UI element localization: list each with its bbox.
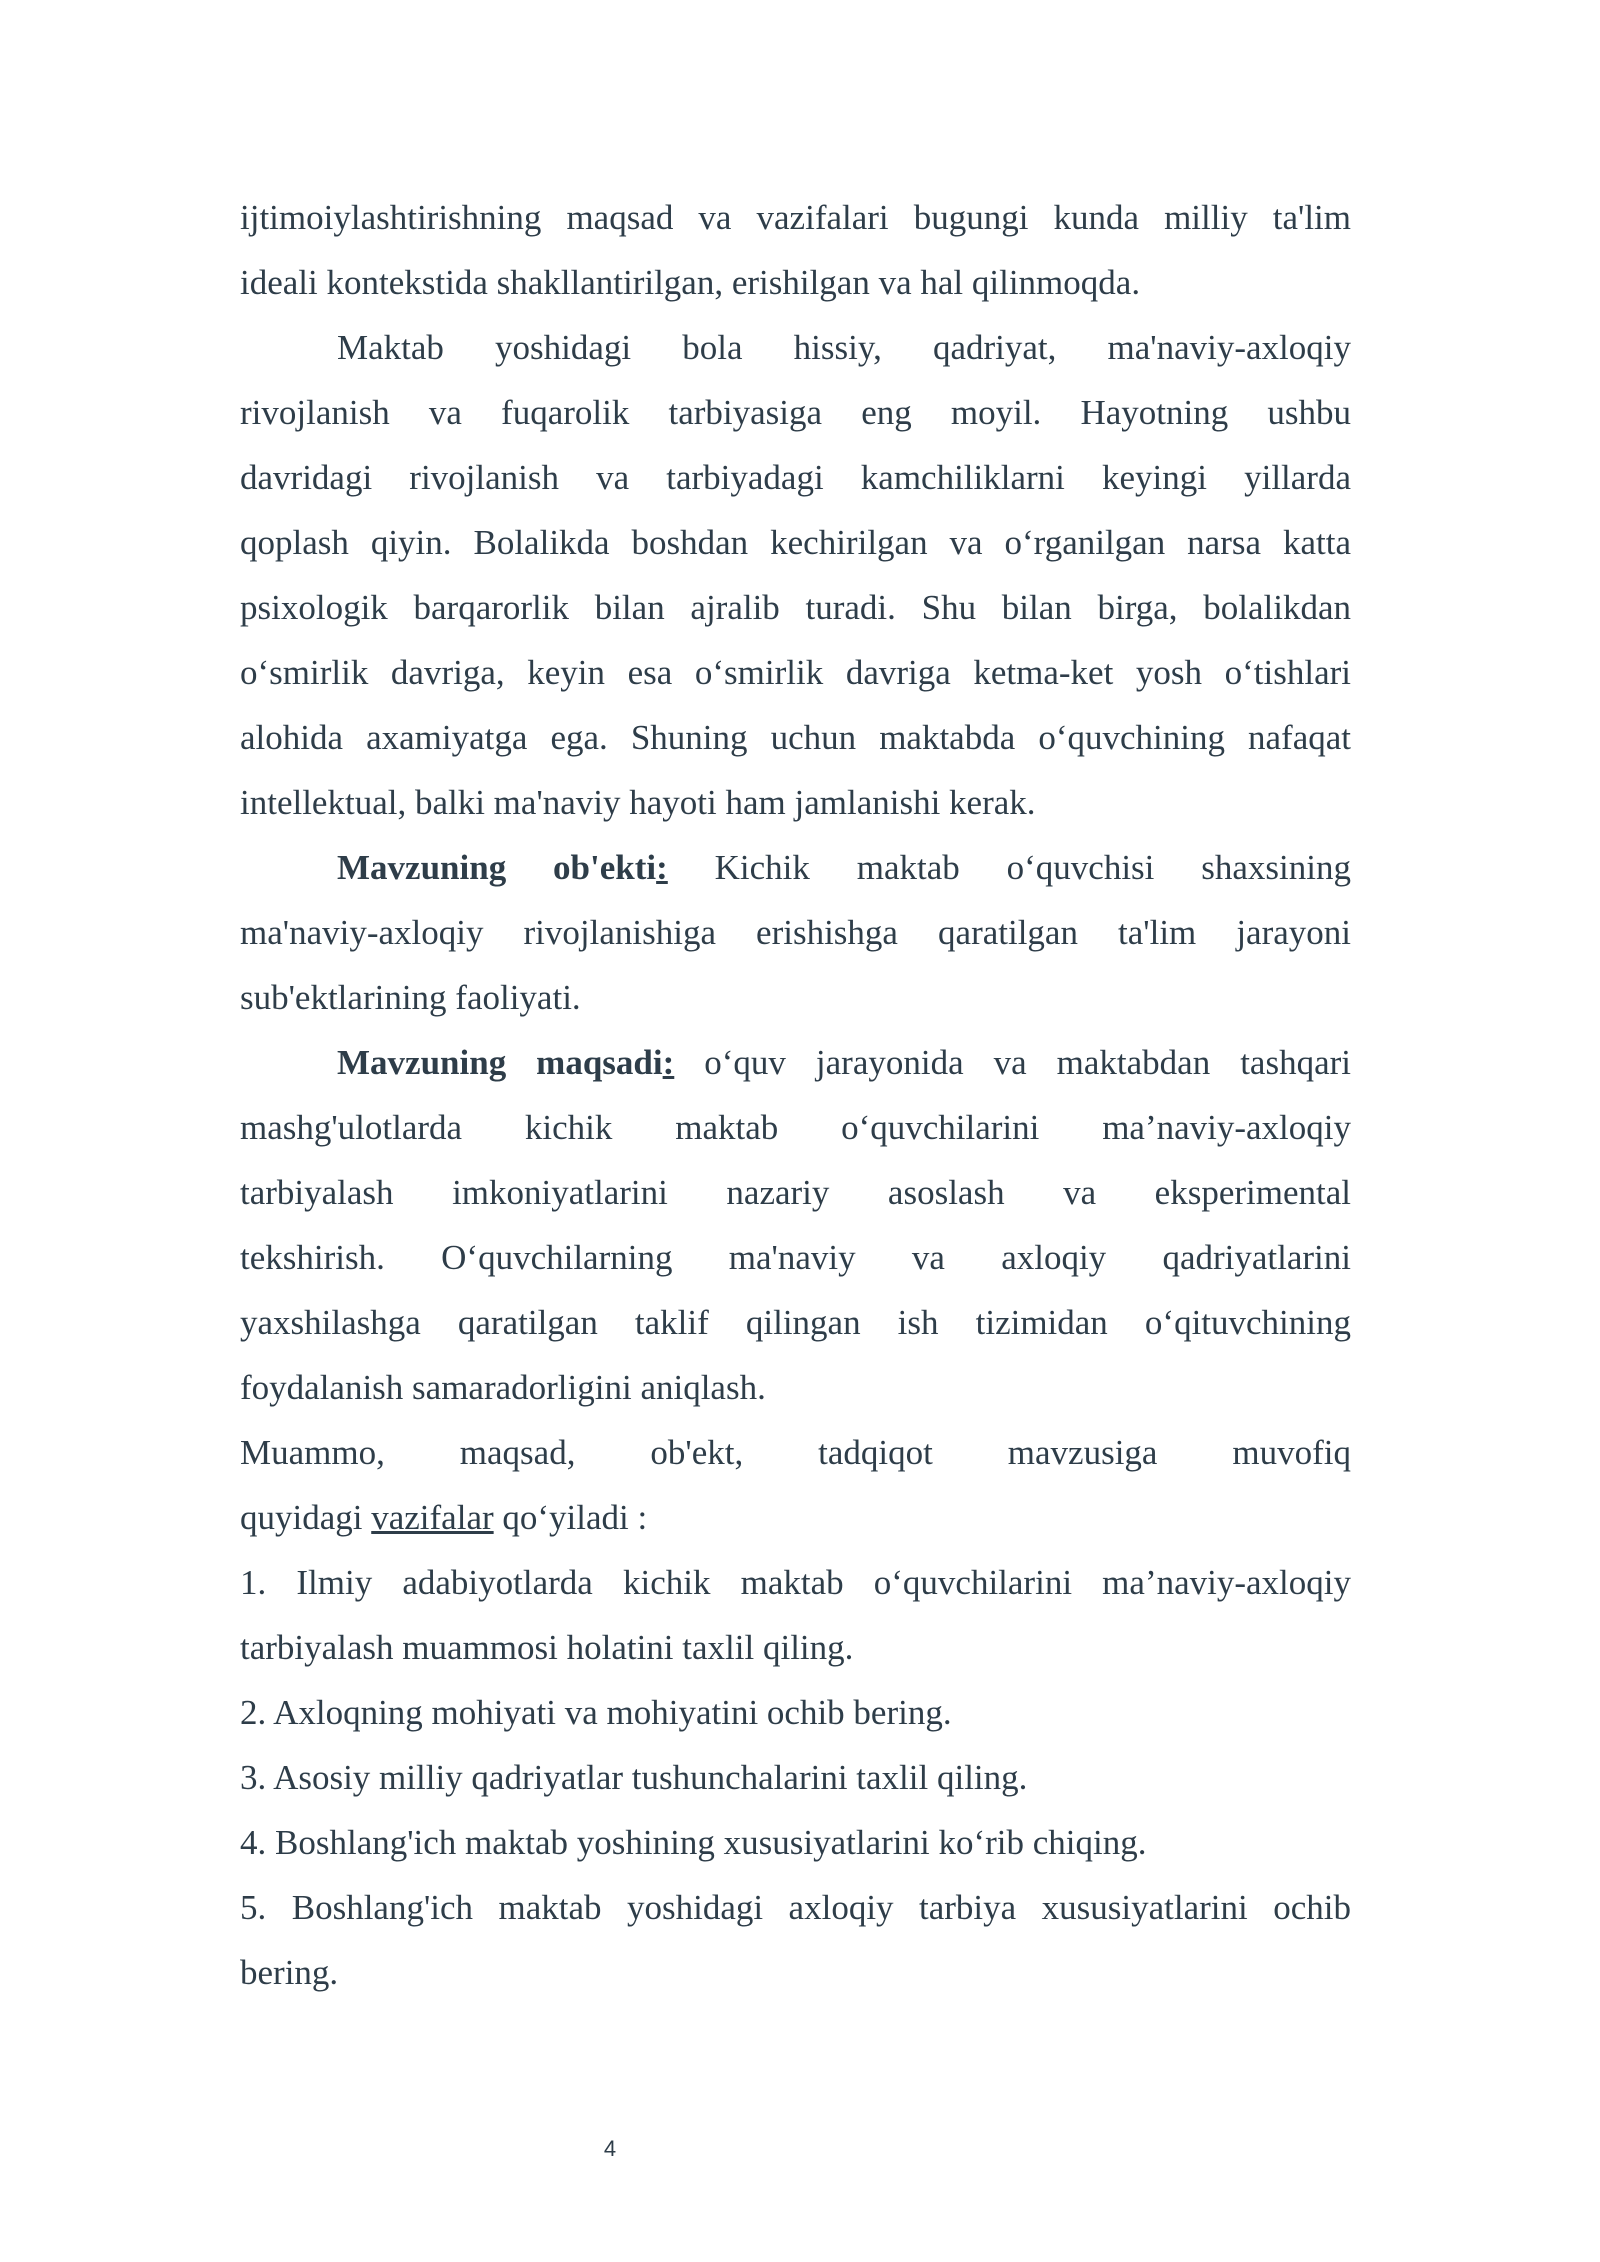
school-age-line: intellektual, balki ma'naviy hayoti ham jamlanishi kerak.	[240, 783, 1036, 822]
object-line	[240, 835, 1351, 900]
object-colon: :	[656, 848, 668, 887]
goal-line: mashg'ulotlarda kichik maktab o‘quvchilarini ma’naviy-axloqiy	[240, 1108, 1351, 1147]
task-item-2: 2. Axloqning mohiyati va mohiyatini ochib bering.	[240, 1693, 952, 1732]
tasks-intro-line: Muammo, maqsad, ob'ekt, tadqiqot mavzusiga muvofiq	[240, 1433, 1351, 1472]
object-heading: Mavzuning ob'ekti	[337, 848, 657, 887]
school-age-line: o‘smirlik davriga, keyin esa o‘smirlik davriga ketma-ket yosh o‘tishlari	[240, 653, 1351, 692]
goal-text: o‘quv jarayonida va maktabdan tashqari	[674, 1043, 1351, 1082]
tasks-intro-line	[240, 1485, 1351, 1550]
goal-line	[240, 1030, 1351, 1095]
school-age-line: rivojlanish va fuqarolik tarbiyasiga eng moyil. Hayotning ushbu	[240, 393, 1351, 432]
tasks-keyword: vazifalar	[371, 1498, 494, 1537]
school-age-line: qoplash qiyin. Bolalikda boshdan kechirilgan va o‘rganilgan narsa katta	[240, 523, 1351, 562]
school-age-line: davridagi rivojlanish va tarbiyadagi kamchiliklarni keyingi yillarda	[240, 458, 1351, 497]
school-age-line: Maktab yoshidagi bola hissiy, qadriyat, ma'naviy-axloqiy	[337, 328, 1351, 367]
task-item-1: 1. Ilmiy adabiyotlarda kichik maktab o‘quvchilarini ma’naviy-axloqiy	[240, 1563, 1351, 1602]
task-item-4: 4. Boshlang'ich maktab yoshining xususiyatlarini ko‘rib chiqing.	[240, 1823, 1147, 1862]
goal-heading: Mavzuning maqsadi	[337, 1043, 663, 1082]
task-item-1: tarbiyalash muammosi holatini taxlil qiling.	[240, 1628, 854, 1667]
task-item-5: 5. Boshlang'ich maktab yoshidagi axloqiy tarbiya xususiyatlarini ochib	[240, 1888, 1351, 1927]
object-line: sub'ektlarining faoliyati.	[240, 978, 581, 1017]
task-item-3: 3. Asosiy milliy qadriyatlar tushunchalarini taxlil qiling.	[240, 1758, 1028, 1797]
object-line: ma'naviy-axloqiy rivojlanishiga erishishga qaratilgan ta'lim jarayoni	[240, 913, 1351, 952]
tasks-intro-text: qo‘yiladi :	[493, 1498, 648, 1537]
intro-line: ideali kontekstida shakllantirilgan, erishilgan va hal qilinmoqda.	[240, 263, 1141, 302]
school-age-line: psixologik barqarorlik bilan ajralib turadi. Shu bilan birga, bolalikdan	[240, 588, 1351, 627]
task-item-5: bering.	[240, 1953, 339, 1992]
object-text: Kichik maktab o‘quvchisi shaxsining	[667, 848, 1351, 887]
goal-line: foydalanish samaradorligini aniqlash.	[240, 1368, 766, 1407]
page-number: 4	[603, 2136, 617, 2161]
goal-line: yaxshilashga qaratilgan taklif qilingan ish tizimidan o‘qituvchining	[240, 1303, 1351, 1342]
tasks-intro-text: quyidagi	[240, 1498, 372, 1537]
goal-line: tekshirish. O‘quvchilarning ma'naviy va axloqiy qadriyatlarini	[240, 1238, 1351, 1277]
goal-colon: :	[662, 1043, 675, 1082]
intro-line: ijtimoiylashtirishning maqsad va vazifalari bugungi kunda milliy ta'lim	[240, 198, 1351, 237]
school-age-line: alohida axamiyatga ega. Shuning uchun maktabda o‘quvchining nafaqat	[240, 718, 1351, 757]
document-page	[240, 185, 1351, 2005]
goal-line: tarbiyalash imkoniyatlarini nazariy asoslash va eksperimental	[240, 1173, 1351, 1212]
